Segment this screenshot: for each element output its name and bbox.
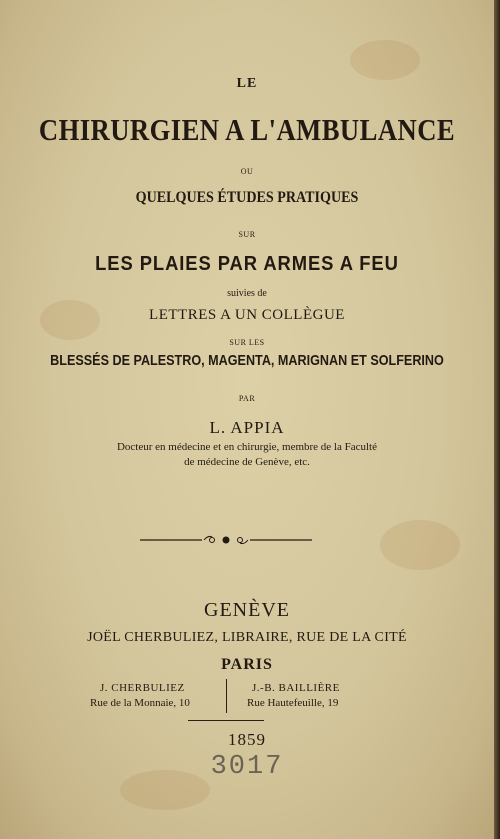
foxing-spot <box>350 40 420 80</box>
connector-ou: OU <box>240 167 254 176</box>
right-publisher-address: Rue Hautefeuille, 19 <box>247 697 339 709</box>
subtitle-lettres: LETTRES A UN COLLÈGUE <box>149 307 345 323</box>
subtitle-blesses: BLESSÉS DE PALESTRO, MAGENTA, MARIGNAN ET SOLFERINO <box>50 352 444 369</box>
title-article: LE <box>236 76 258 91</box>
column-divider <box>226 679 227 713</box>
imprint-city: GENÈVE <box>204 599 290 621</box>
author-credentials: de médecine de Genève, etc. <box>184 456 310 468</box>
ornament-rule <box>140 532 312 548</box>
imprint-publisher: JOËL CHERBULIEZ, LIBRAIRE, RUE DE LA CITÉ <box>87 630 407 645</box>
imprint-rule <box>188 720 264 721</box>
connector-suivies: suivies de <box>227 288 267 299</box>
right-publisher-name: J.-B. BAILLIÈRE <box>252 682 340 694</box>
connector-sur: SUR <box>238 230 256 239</box>
publication-year: 1859 <box>228 730 266 749</box>
subtitle-plaies: LES PLAIES PAR ARMES A FEU <box>95 253 399 275</box>
foxing-spot <box>380 520 460 570</box>
imprint-city-paris: PARIS <box>221 656 273 673</box>
main-title: CHIRURGIEN A L'AMBULANCE <box>38 112 456 147</box>
author-name: L. APPIA <box>209 418 285 437</box>
connector-sur-les: SUR LES <box>229 338 265 347</box>
connector-par: PAR <box>238 394 256 403</box>
left-publisher-name: J. CHERBULIEZ <box>100 682 185 694</box>
shelf-number-stamp: 3017 <box>210 752 284 782</box>
subtitle-etudes: QUELQUES ÉTUDES PRATIQUES <box>135 189 359 206</box>
left-publisher-address: Rue de la Monnaie, 10 <box>90 697 190 709</box>
binding-edge <box>494 0 500 839</box>
author-credentials: Docteur en médecine et en chirurgie, membre de la Faculté <box>116 441 377 453</box>
